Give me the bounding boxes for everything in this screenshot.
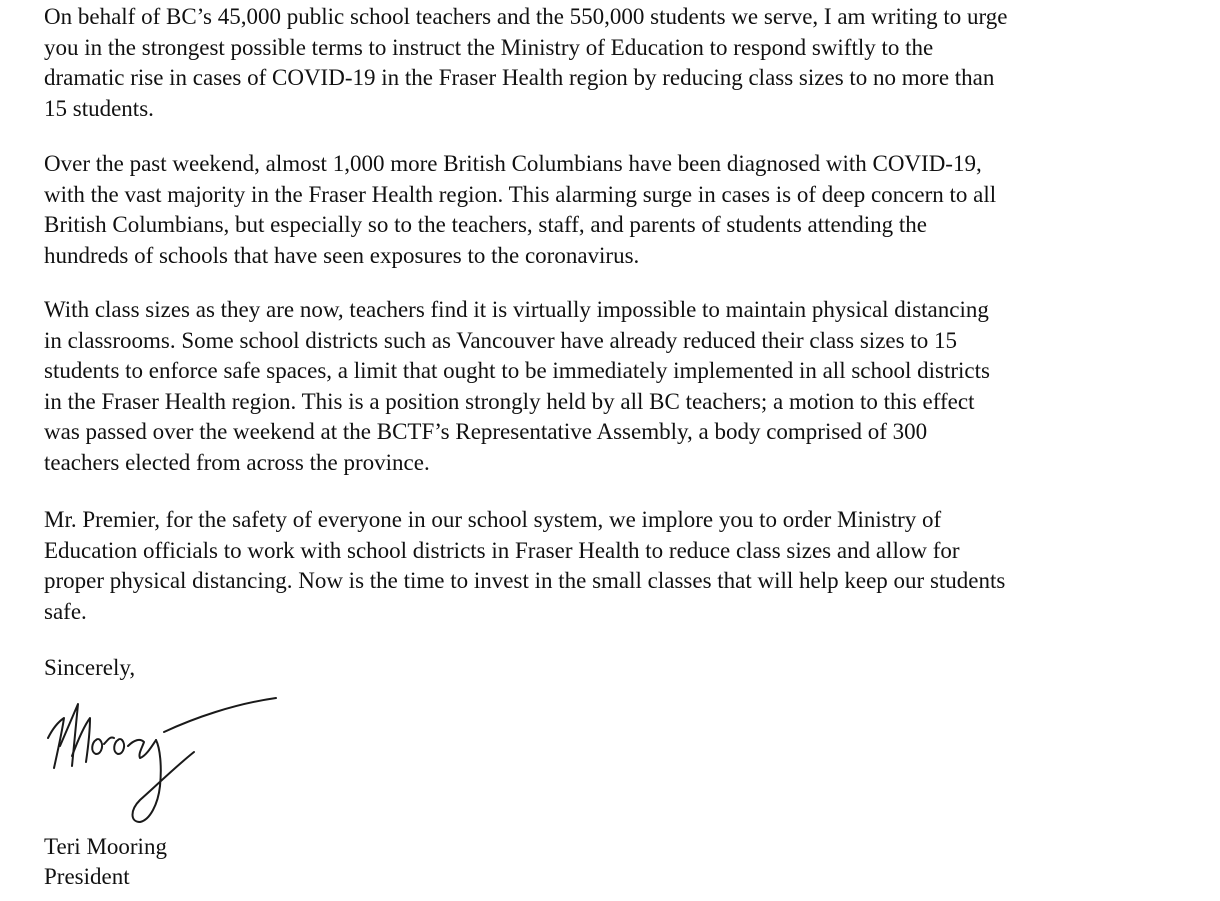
paragraph-2: Over the past weekend, almost 1,000 more British Columbians have been diagnosed with COVID-19, with the vast majority in the Fraser Health region. This alarming surge in cases is of deep concern to all British Columbians, but especially so to the teachers, staff, and parents of students attending the hundreds of schools that have seen exposures to the coronavirus. <box>44 151 997 268</box>
paragraph-4: Mr. Premier, for the safety of everyone in our school system, we implore you to order Ministry of Education officials to work with school districts in Fraser Health to reduce class sizes and allow for proper physical distancing. Now is the time to invest in the small classes that will help keep our students safe. <box>44 507 1006 624</box>
paragraph-3: With class sizes as they are now, teachers find it is virtually impossible to maintain physical distancing in classrooms. Some school districts such as Vancouver have already reduced their class sizes to 15 students to enforce safe spaces, a limit that ought to be immediately implemented in all school districts in the Fraser Health region. This is a position strongly held by all BC teachers; a motion to this effect was passed over the weekend at the BCTF’s Representative Assembly, a body comprised of 300 teachers elected from across the province. <box>44 297 990 475</box>
closing-salutation: Sincerely, <box>44 655 136 680</box>
signer-name: Teri Mooring <box>44 834 167 859</box>
paragraph-1: On behalf of BC’s 45,000 public school teachers and the 550,000 students we serve, I am writing to urge you in the strongest possible terms to instruct the Ministry of Education to respond swiftly to the dramatic rise in cases of COVID-19 in the Fraser Health region by reducing class sizes to no more than 15 students. <box>44 4 1008 121</box>
handwritten-signature <box>44 696 284 836</box>
signer-title: President <box>44 864 130 889</box>
